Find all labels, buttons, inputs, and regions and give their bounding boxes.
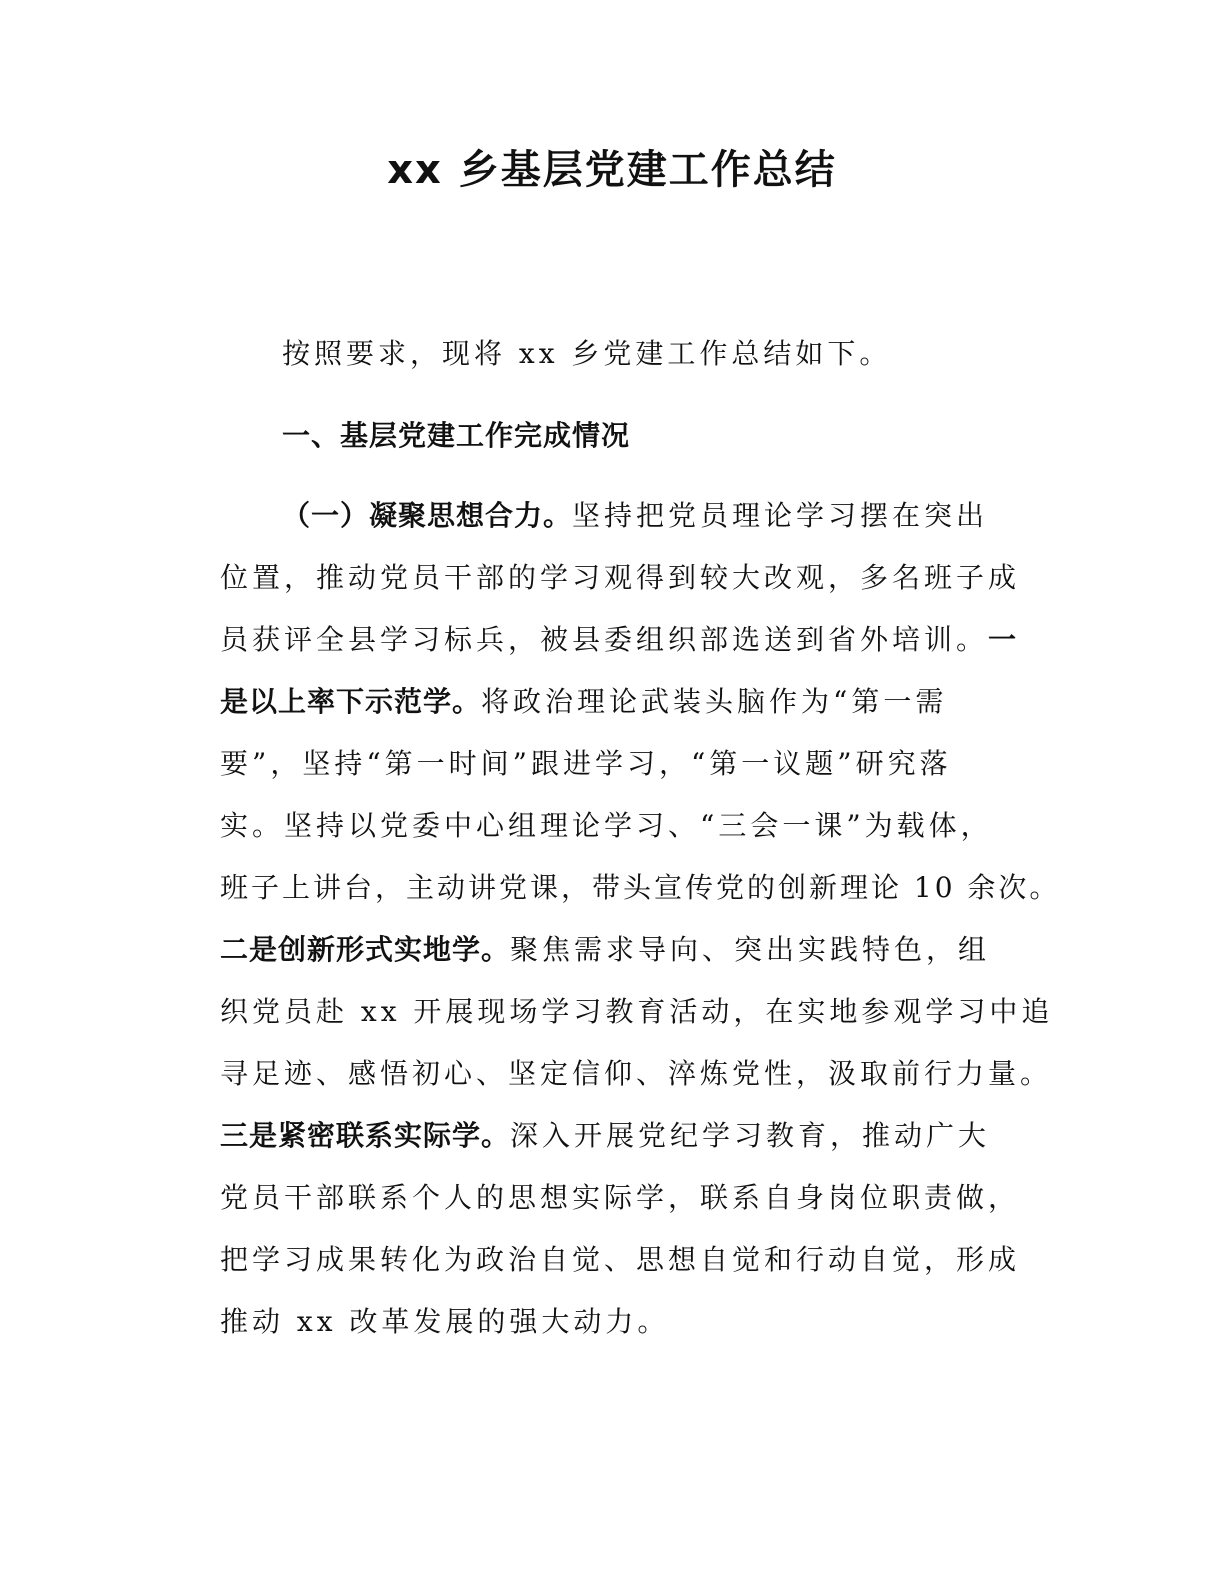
paragraph-line: 推动 xx 改革发展的强大动力。 — [220, 1305, 670, 1338]
bold-inline: 三是紧密联系实际学。 — [220, 1119, 511, 1152]
paragraph-line — [220, 620, 1050, 660]
bold-inline: 是以上率下示范学。 — [220, 685, 482, 718]
paragraph-line — [220, 682, 1050, 722]
line-text: 深入开展党纪学习教育，推动广大 — [510, 1119, 991, 1152]
document-title: xx 乡基层党建工作总结 — [387, 147, 837, 193]
line-text: 坚持把党员理论学习摆在突出 — [572, 499, 989, 532]
paragraph-line: 把学习成果转化为政治自觉、思想自觉和行动自觉，形成 — [220, 1243, 1021, 1276]
paragraph-line: 要”，坚持“第一时间”跟进学习，“第一议题”研究落 — [220, 747, 952, 780]
bold-inline: 二是创新形式实地学。 — [220, 933, 511, 966]
line-text: 聚焦需求导向、突出实践特色，组 — [510, 933, 991, 966]
paragraph-line — [220, 1116, 1050, 1156]
paragraph-line: 实。坚持以党委中心组理论学习、“三会一课”为载体， — [220, 809, 993, 842]
line-text: 将政治理论武装头脑作为“第一需 — [481, 685, 948, 718]
section-heading: 一、基层党建工作完成情况 — [282, 419, 631, 452]
paragraph-line — [282, 496, 1112, 536]
line-text: 员获评全县学习标兵，被县委组织部选送到省外培训。 — [220, 623, 989, 656]
intro-paragraph: 按照要求，现将 xx 乡党建工作总结如下。 — [282, 337, 892, 370]
paragraph-line: 班子上讲台，主动讲党课，带头宣传党的创新理论 10 余次。 — [220, 871, 1061, 904]
paragraph-line: 位置，推动党员干部的学习观得到较大改观，多名班子成 — [220, 561, 1021, 594]
paragraph-line: 织党员赴 xx 开展现场学习教育活动，在实地参观学习中追 — [220, 995, 1054, 1028]
paragraph-line — [220, 930, 1050, 970]
paragraph-line: 寻足迹、感悟初心、坚定信仰、淬炼党性，汲取前行力量。 — [220, 1057, 1053, 1090]
bold-inline: 一 — [988, 623, 1018, 656]
paragraph-line: 党员干部联系个人的思想实际学，联系自身岗位职责做， — [220, 1181, 1021, 1214]
subheading-inline: （一）凝聚思想合力。 — [282, 499, 573, 532]
